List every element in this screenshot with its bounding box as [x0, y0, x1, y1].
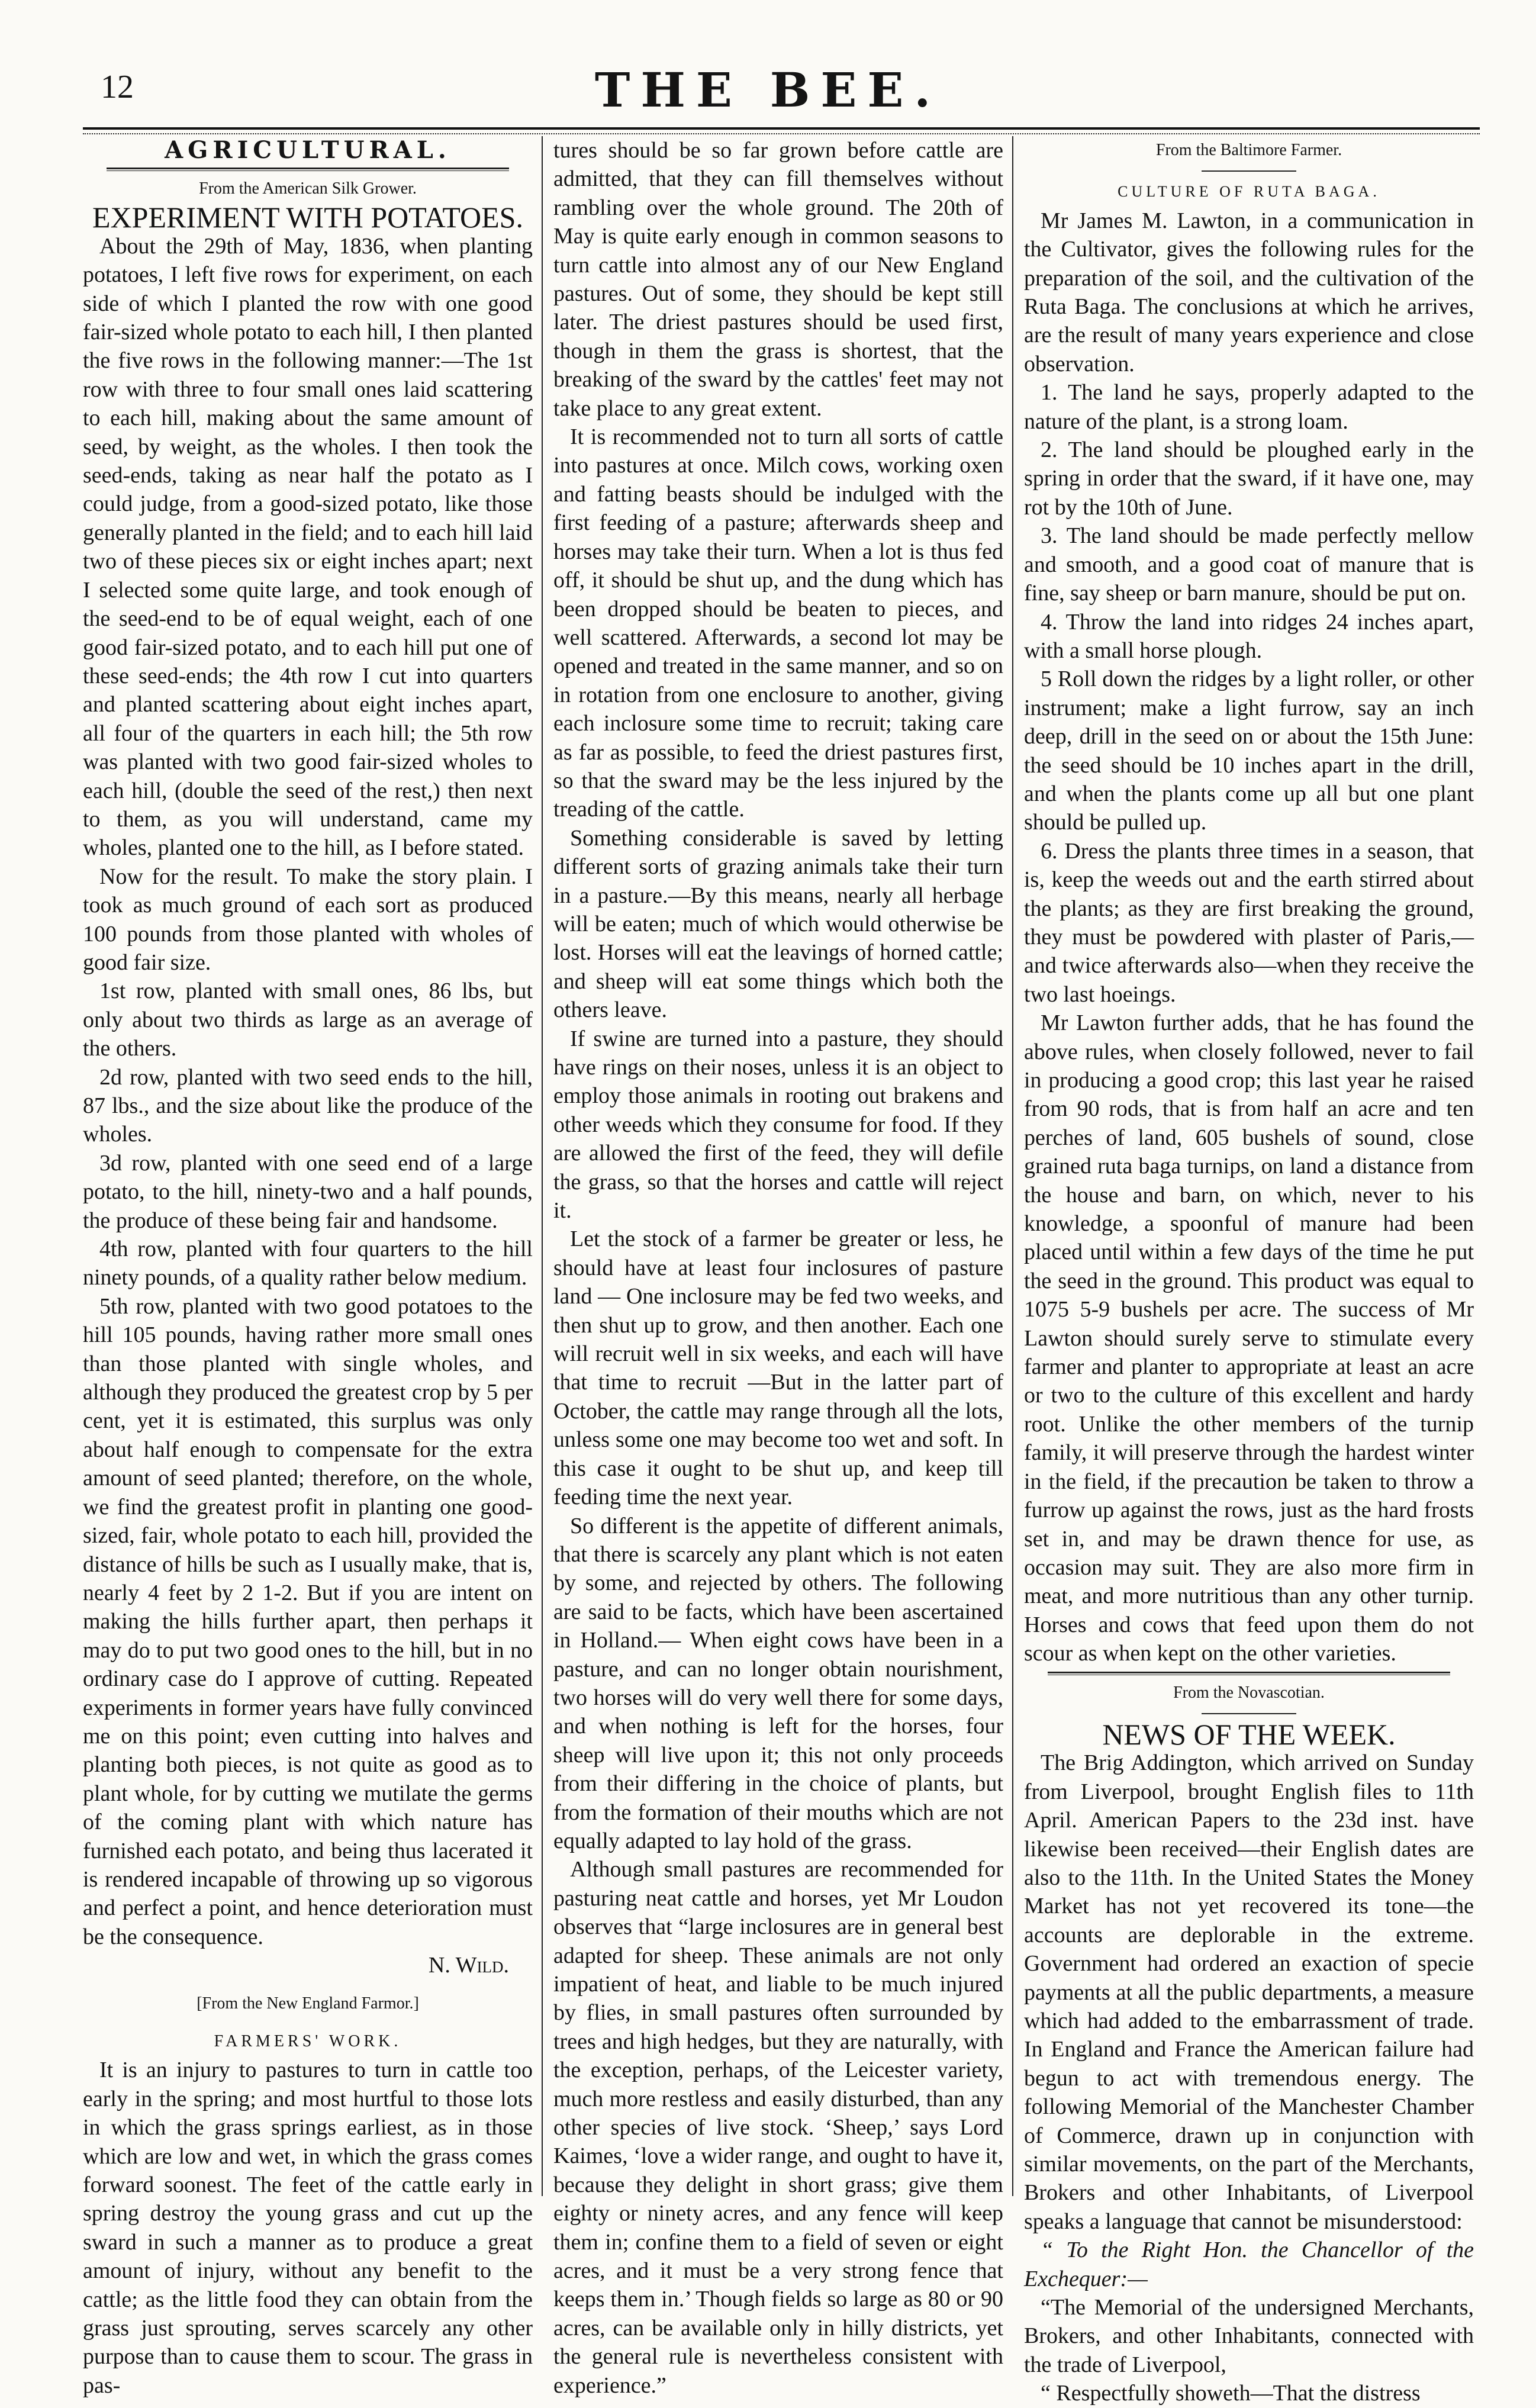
masthead — [83, 62, 1453, 118]
column-3 — [1024, 136, 1474, 2408]
paragraph: 3d row, planted with one seed end of a large potato, to the hill, ninety-two and a half pounds, the produce of these being fair and handsome. — [83, 1150, 533, 1233]
paragraph: 4th row, planted with four quarters to the hill ninety pounds, of a quality rather below medium. — [83, 1237, 533, 1290]
paragraph: So different is the appetite of different animals, that there is scarcely any plant which is not eaten by some, and rejected by others. The following are said to be facts, which have been ascertained in Holland.— When eight cows have been in a pasture, and can no longer obtain nourishment, two horses will do very well there for some days, and when nothing is left for the horses, four sheep will live upon it; this not only proceeds from their differing in the choice of plants, but from the formation of their mouths which are not equally adapted to lay hold of the grass. — [553, 1513, 1003, 1853]
paragraph: About the 29th of May, 1836, when planting potatoes, I left five rows for experiment, on each side of which I planted the row with one good fair-sized whole potato to each hill, I then planted the five rows in the following manner:—The 1st row with three to four small ones laid scattering to each hill, making about the same amount of seed, by weight, as the wholes. I then took the seed-ends, taking as near half the potato as I could judge, from a good-sized potato, like those generally planted in the field; and to each hill laid two of these pieces six or eight inches apart; next I selected some quite large, and took enough of the seed-end to be of equal weight, each of one good fair-sized potato, and to each hill put one of these seed-ends; the 4th row I cut into quarters and planted scattering about eight inches apart, all four of the quarters in each hill; the 5th row was planted with two good fair-sized wholes to each hill, (double the seed of the rest,) then next to them, as you will understand, came my wholes, planted one to the hill, as I before stated. — [83, 233, 533, 861]
rule — [1202, 1713, 1296, 1714]
paragraph: tures should be so far grown before cattle are admitted, that they can fill themselves without rambling over the whole ground. The 20th of May is quite early enough in common seasons to turn cattle into almost any of our New England pastures. Out of some, they should be kept still later. The driest pastures should be used first, though in them the grass is shortest, that the breaking of the sward by the cattles' feet may not take place to any great extent. — [553, 138, 1003, 421]
rule — [1202, 170, 1296, 172]
paragraph: It is recommended not to turn all sorts of cattle into pastures at once. Milch cows, working oxen and fatting beasts should be indulged with the first feeding of a pasture; afterwards sheep and horses may take their turn. When a lot is thus fed off, it should be shut up, and the dung which has been dropped should be beaten to pieces, and well scattered. Afterwards, a second lot may be opened and treated in the same manner, and so on in rotation from one enclosure to another, giving each inclosure some time to recruit; taking care as far as possible, to feed the driest pastures first, so that the sward may be the less injured by the treading of the cattle. — [553, 424, 1003, 822]
paragraph: Now for the result. To make the story plain. I took as much ground of each sort as produced 100 pounds from those planted with wholes of good fair size. — [83, 864, 533, 975]
masthead-rule-dotted — [83, 133, 1480, 134]
column-divider — [1012, 136, 1013, 2196]
masthead-rule — [83, 127, 1480, 130]
column-2 — [553, 136, 1003, 2400]
paragraph: 5 Roll down the ridges by a light roller, or other instrument; make a light furrow, say an inch deep, drill in the seed on or about the 15th June: the seed should be 10 inches apart in the drill, and when the plants come up all but one plant should be pulled up. — [1024, 667, 1474, 835]
paragraph: 3. The land should be made perfectly mellow and smooth, and a good coat of manure that is fine, say sheep or barn manure, should be put on. — [1024, 523, 1474, 606]
paragraph: If swine are turned into a pasture, they should have rings on their noses, unless it is an object to employ those animals in rooting out brakens and other weeds which they consume for food. If they are allowed the first of the feed, they will defile the grass, so that the horses and cattle will reject it. — [553, 1026, 1003, 1224]
source-line: [From the New England Farmor.] — [197, 1994, 419, 2013]
paragraph: 6. Dress the plants three times in a season, that is, keep the weeds out and the earth stirred about the plants; as they are first breaking the ground, they must be powdered with plaster of Paris,—and twice afterwards also—when they receive the two last hoeings. — [1024, 838, 1474, 1007]
paragraph: “ To the Right Hon. the Chancellor of the Exchequer:— — [1024, 2238, 1474, 2291]
source-line: From the Novascotian. — [1173, 1683, 1325, 1702]
section-heading: AGRICULTURAL. — [165, 136, 451, 164]
column-1 — [83, 136, 533, 2400]
rule — [1048, 1672, 1450, 1675]
paragraph: 1. The land he says, properly adapted to the nature of the plant, is a strong loam. — [1024, 380, 1474, 434]
paragraph: Let the stock of a farmer be greater or less, he should have at least four inclosures of pasture land — One inclosure may be fed two weeks, and then shut up to grow, and then another. Each one will recruit well in six weeks, and each will have that time to recruit —But in the latter part of October, the cattle may range through all the lots, unless some one may become too wet and soft. In this case it ought to be shut up, and keep till feeding time the next year. — [553, 1226, 1003, 1510]
page-number: 12 — [101, 69, 134, 105]
signature: N. Wild. — [428, 1953, 509, 1978]
paragraph: Although small pastures are recommended for pasturing neat cattle and horses, yet Mr Loudon observes that “large inclosures are in general best adapted for sheep. These animals are not only impatient of heat, and liable to be much injured by flies, in small pastures often surrounded by trees and high hedges, but they are naturally, with the exception, perhaps, of the Leicester variety, much more restless and easily disturbed, than any other species of live stock. ‘Sheep,’ says Lord Kaimes, ‘love a wider range, and ought to have it, because they delight in short grass; give them eighty or ninety acres, and any fence will keep them in; confine them to a field of seven or eight acres, and it must be a very strong fence that keeps them in.’ Though fields so large as 80 or 90 acres, can be available only in hilly districts, yet the general rule is nevertheless consistent with experience.” — [553, 1857, 1003, 2398]
paragraph: 2. The land should be ploughed early in the spring in order that the sward, if it have one, may rot by the 10th of June. — [1024, 437, 1474, 520]
paragraph: Mr James M. Lawton, in a communication in the Cultivator, gives the following rules for the preparation of the soil, and the cultivation of the Ruta Baga. The conclusions at which he arrives, are the result of many years experience and close observation. — [1024, 208, 1474, 376]
paragraph: Mr Lawton further adds, that he has found the above rules, when closely followed, never to fail in producing a good crop; this last year he raised from 90 rods, that is from half an acre and ten perches of land, 605 bushels of sound, close grained ruta baga turnips, on land a distance from the house and barn, on which, never to his knowledge, a spoonful of manure had been placed until within a few days of the time he put the seed in the ground. This product was equal to 1075 5-9 bushels per acre. The success of Mr Lawton should surely serve to stimulate every farmer and planter to appropriate at least an acre or two to the culture of this excellent and hardy root. Unlike the other members of the turnip family, it will preserve through the hardest winter in the field, if the precaution be taken to throw a furrow up against the rows, just as the hard frosts set in, and may be drawn thence for use, as occasion may suit. They are also more firm in meat, and more nutritious than any other turnip. Horses and cows that feed upon them do not scour as when kept on the other varieties. — [1024, 1010, 1474, 1666]
paragraph: 5th row, planted with two good potatoes to the hill 105 pounds, having rather more small ones than those planted with single wholes, and although they produced the greatest crop by 5 per cent, yet it is estimated, this surplus was only about half enough to compensate for the extra amount of seed planted; therefore, on the whole, we find the greatest profit in planting one good-sized, fair, whole potato to each hill, provided the distance of hills be such as I usually make, that is, nearly 4 feet by 2 1-2. But if you are intent on making the hills further apart, then perhaps it may do to put two good ones to the hill, but in no ordinary case do I approve of cutting. Repeated experiments in former years have fully convinced me on this point; even cutting into halves and planting both pieces, is not quite as good as to plant whole, for by cutting we mutilate the germs of the coming plant with which nature has furnished each potato, and being thus lacerated it is rendered incapable of throwing up so vigorous and perfect a point, and hence deterioration must be the consequence. — [83, 1293, 533, 1949]
paragraph: It is an injury to pastures to turn in cattle too early in the spring; and most hurtful to those lots in which the grass springs earliest, as in those which are low and wet, in which the grass comes forward soonest. The feet of the cattle early in spring destroy the young grass and cut up the sward in such a manner as to produce a great amount of injury, without any benefit to the cattle; as the little food they can obtain from the grass just sprouting, serves scarcely any other purpose than to cause them to scour. The grass in pas- — [83, 2058, 533, 2398]
paragraph: “The Memorial of the undersigned Merchants, Brokers, and other Inhabitants, connected with the trade of Liverpool, — [1024, 2295, 1474, 2377]
newspaper-title: THE BEE. — [594, 62, 942, 118]
source-line: From the American Silk Grower. — [199, 179, 417, 198]
article-headline: CULTURE OF RUTA BAGA. — [1118, 183, 1380, 201]
paragraph: 2d row, planted with two seed ends to the hill, 87 lbs., and the size about like the produce of the wholes. — [83, 1064, 533, 1147]
column-divider — [542, 136, 543, 2196]
paragraph: Something considerable is saved by letting different sorts of grazing animals take their turn in a pasture.—By this means, nearly all herbage will be eaten; much of which would otherwise be lost. Horses will eat the leavings of horned cattle; and sheep will eat some things which both the others leave. — [553, 825, 1003, 1023]
article-headline: NEWS OF THE WEEK. — [1102, 1717, 1396, 1751]
source-line: From the Baltimore Farmer. — [1155, 141, 1342, 159]
paragraph: The Brig Addington, which arrived on Sunday from Liverpool, brought English files to 11th April. American Papers to the 23d inst. have likewise been received—their English dates are also to the 11th. In the United States the Money Market has not yet recovered its tone—the accounts are deplorable in the extreme. Government had ordered an exaction of specie payments at all the public departments, a measure which had added to the embarrassment of trade. In England and France the American failure had begun to act with tremendous energy. The following Memorial of the Manchester Chamber of Commerce, drawn up in conjunction with similar movements, on the part of the Merchants, Brokers and other Inhabitants, of Liverpool speaks a language that cannot be misunderstood: — [1024, 1750, 1474, 2234]
paragraph: 1st row, planted with small ones, 86 lbs, but only about two thirds as large as an average of the others. — [83, 978, 533, 1061]
rule — [107, 168, 509, 171]
article-headline: FARMERS' WORK. — [214, 2032, 402, 2050]
paragraph: “ Respectfully showeth—That the distress — [1041, 2381, 1421, 2406]
article-headline: EXPERIMENT WITH POTATOES. — [92, 201, 523, 234]
paragraph: 4. Throw the land into ridges 24 inches apart, with a small horse plough. — [1024, 609, 1474, 663]
